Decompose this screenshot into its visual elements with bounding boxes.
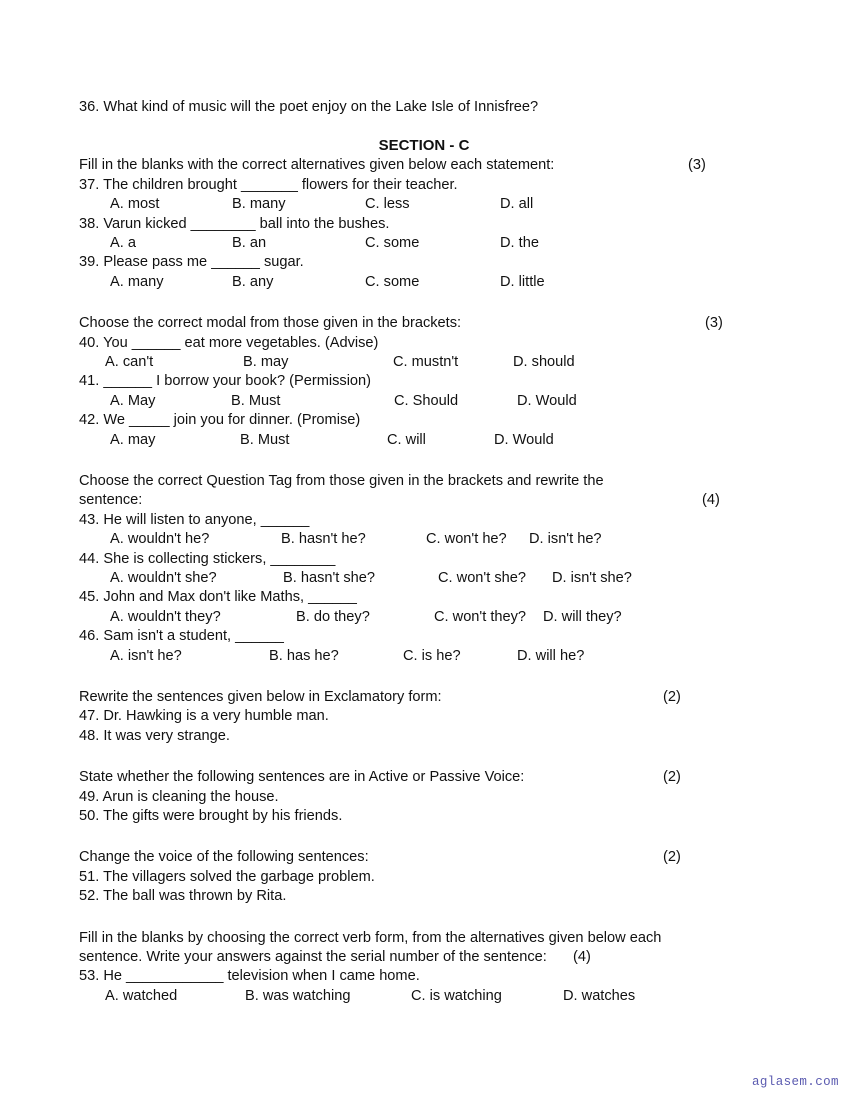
option-row (79, 195, 779, 214)
answer-option[interactable]: A. wouldn't they? (110, 608, 221, 625)
answer-option[interactable]: A. many (110, 273, 164, 290)
answer-option[interactable]: C. will (387, 431, 426, 448)
answer-option[interactable]: A. wouldn't he? (110, 531, 210, 548)
spacer (79, 117, 779, 136)
answer-option[interactable]: A. can't (105, 354, 154, 371)
answer-option[interactable]: C. Should (394, 392, 459, 409)
marks-allocation: (4) (702, 492, 720, 509)
answer-option[interactable]: B. hasn't he? (281, 531, 366, 548)
question-text: 45. John and Max don't like Maths, ______ (79, 589, 357, 606)
answer-option[interactable]: C. won't he? (426, 531, 507, 548)
question-text: 42. We _____ join you for dinner. (Promise) (79, 412, 361, 429)
question-text: 48. It was very strange. (79, 727, 230, 744)
section-block (79, 768, 779, 848)
answer-option[interactable]: B. do they? (296, 608, 370, 625)
question-text: 51. The villagers solved the garbage problem. (79, 868, 375, 885)
page-content (79, 98, 779, 1028)
answer-option[interactable]: B. was watching (245, 987, 351, 1004)
section-spacer (79, 666, 779, 688)
answer-option[interactable]: D. should (513, 354, 575, 371)
question-text: 50. The gifts were brought by his friends. (79, 808, 343, 825)
question-text: 46. Sam isn't a student, ______ (79, 628, 284, 645)
answer-option[interactable]: B. any (232, 273, 274, 290)
section-instruction: Fill in the blanks with the correct alternatives given below each statement: (3) (79, 156, 779, 175)
answer-option[interactable]: A. may (110, 431, 156, 448)
answer-option[interactable]: B. many (232, 196, 286, 213)
question-text: 38. Varun kicked ________ ball into the bushes. (79, 215, 390, 232)
question-text: 52. The ball was thrown by Rita. (79, 888, 287, 905)
answer-option[interactable]: D. Would (494, 431, 554, 448)
section-spacer (79, 826, 779, 848)
section-instruction: Change the voice of the following sentences: (2) (79, 848, 779, 867)
section-instruction-line2: sentence. Write your answers against the serial number of the sentence: (4) (79, 948, 779, 967)
answer-option[interactable]: B. hasn't she? (283, 570, 376, 587)
section-block (79, 848, 779, 928)
section-spacer (79, 746, 779, 768)
option-row (79, 234, 779, 253)
answer-option[interactable]: B. Must (240, 431, 290, 448)
option-row (79, 353, 779, 372)
section-heading: SECTION - C (378, 137, 470, 155)
answer-option[interactable]: A. wouldn't she? (110, 570, 217, 587)
answer-option[interactable]: A. watched (105, 987, 178, 1004)
marks-allocation: (2) (663, 769, 681, 786)
section-instruction: Rewrite the sentences given below in Exclamatory form: (2) (79, 688, 779, 707)
answer-option[interactable]: C. won't she? (438, 570, 526, 587)
answer-option[interactable]: A. most (110, 196, 160, 213)
marks-allocation: (3) (688, 157, 706, 174)
section-instruction: Fill in the blanks by choosing the correct verb form, from the alternatives given below each (79, 929, 662, 946)
option-row (79, 530, 779, 549)
question-text: 39. Please pass me ______ sugar. (79, 254, 304, 271)
option-row (79, 608, 779, 627)
answer-option[interactable]: B. Must (231, 392, 281, 409)
question-text: 44. She is collecting stickers, ________ (79, 550, 336, 567)
option-row (79, 392, 779, 411)
section-instruction: Choose the correct modal from those given in the brackets: (3) (79, 314, 779, 333)
section-spacer (79, 450, 779, 472)
option-row (79, 431, 779, 450)
question-text: 41. ______ I borrow your book? (Permission) (79, 373, 372, 390)
answer-option[interactable]: D. isn't she? (552, 570, 632, 587)
sections-container (79, 156, 779, 1028)
option-row (79, 647, 779, 666)
question-text: 47. Dr. Hawking is a very humble man. (79, 708, 329, 725)
answer-option[interactable]: C. is watching (411, 987, 502, 1004)
section-block (79, 929, 779, 1029)
question-text: 49. Arun is cleaning the house. (79, 788, 279, 805)
section-spacer (79, 1006, 779, 1028)
option-row (79, 987, 779, 1006)
question-text: 43. He will listen to anyone, ______ (79, 511, 310, 528)
answer-option[interactable]: A. May (110, 392, 156, 409)
answer-option[interactable]: B. may (243, 354, 289, 371)
marks-allocation: (2) (663, 689, 681, 705)
answer-option[interactable]: D. all (500, 196, 534, 213)
answer-option[interactable]: D. will they? (543, 608, 622, 625)
section-spacer (79, 907, 779, 929)
marks-allocation: (4) (573, 949, 591, 966)
section-block (79, 314, 779, 472)
section-instruction-line2: sentence: (4) (79, 491, 779, 510)
answer-option[interactable]: B. has he? (269, 647, 339, 664)
marks-allocation: (3) (705, 315, 723, 332)
answer-option[interactable]: D. little (500, 273, 545, 290)
answer-option[interactable]: D. isn't he? (529, 531, 602, 548)
answer-option[interactable]: C. mustn't (393, 354, 459, 371)
question-36: 36. What kind of music will the poet enjoy on the Lake Isle of Innisfree? (79, 99, 539, 115)
section-instruction: Choose the correct Question Tag from those given in the brackets and rewrite the (79, 473, 604, 489)
answer-option[interactable]: C. some (365, 235, 420, 252)
answer-option[interactable]: C. some (365, 273, 420, 290)
section-block (79, 156, 779, 314)
option-row (79, 569, 779, 588)
section-instruction: State whether the following sentences are in Active or Passive Voice: (2) (79, 768, 779, 787)
question-text: 37. The children brought _______ flowers for their teacher. (79, 176, 458, 193)
site-watermark: aglasem.com (752, 1075, 839, 1089)
answer-option[interactable]: D. Would (517, 392, 577, 409)
question-text: 53. He ____________ television when I came home. (79, 968, 420, 985)
section-spacer (79, 292, 779, 314)
answer-option[interactable]: B. an (232, 235, 267, 252)
option-row (79, 273, 779, 292)
question-text: 40. You ______ eat more vegetables. (Advise) (79, 334, 379, 351)
answer-option[interactable]: C. is he? (403, 647, 461, 664)
marks-allocation: (2) (663, 849, 681, 866)
answer-option[interactable]: C. less (365, 196, 410, 213)
answer-option[interactable]: A. isn't he? (110, 647, 182, 664)
answer-option[interactable]: A. a (110, 235, 136, 252)
answer-option[interactable]: D. the (500, 235, 539, 252)
section-block (79, 472, 779, 688)
answer-option[interactable]: D. will he? (517, 647, 585, 664)
section-block (79, 688, 779, 768)
answer-option[interactable]: C. won't they? (434, 608, 527, 625)
answer-option[interactable]: D. watches (563, 987, 636, 1004)
